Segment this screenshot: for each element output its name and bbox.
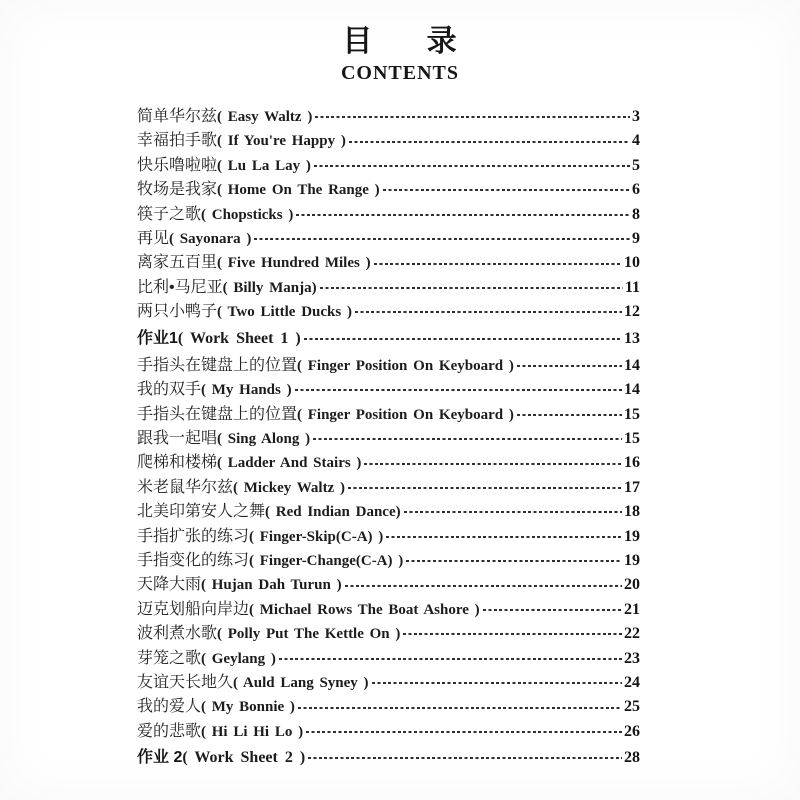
toc-entry-title-english: ( Ladder And Stairs ) bbox=[217, 455, 362, 472]
toc-entry bbox=[137, 547, 640, 571]
toc-entry-title-english: ( Chopsticks ) bbox=[201, 206, 294, 223]
toc-entry-title-english: ( Five Hundred Miles ) bbox=[217, 255, 371, 272]
toc-entry bbox=[137, 201, 640, 225]
toc-entry-page-number: 26 bbox=[624, 722, 640, 740]
toc-entry-title-english: ( Two Little Ducks ) bbox=[217, 304, 352, 321]
toc-entry-page-number: 8 bbox=[632, 205, 640, 223]
dotted-leader bbox=[298, 707, 622, 709]
dotted-leader bbox=[517, 414, 622, 416]
toc-entry-page-number: 4 bbox=[632, 132, 640, 150]
toc-entry-page-number: 18 bbox=[624, 503, 640, 521]
dotted-leader bbox=[517, 365, 622, 367]
toc-entry-title-chinese: 芽笼之歌 bbox=[137, 649, 202, 667]
toc-entry-title-chinese: 爬梯和楼梯 bbox=[137, 454, 218, 472]
dotted-leader bbox=[483, 609, 622, 611]
toc-entry-title-english: ( Geylang ) bbox=[201, 650, 276, 667]
toc-entry-title-chinese: 再见 bbox=[137, 229, 170, 247]
dotted-leader bbox=[406, 560, 622, 562]
toc-entry bbox=[137, 274, 640, 298]
toc-entry-page-number: 28 bbox=[624, 749, 640, 767]
toc-entry-title-english: ( Lu La Lay ) bbox=[217, 157, 311, 174]
toc-entry bbox=[137, 596, 640, 620]
toc-entry-page-number: 21 bbox=[624, 600, 640, 618]
toc-entry-title-english: ( Work Sheet 1 ) bbox=[177, 329, 301, 347]
toc-entry-title-chinese: 手指扩张的练习 bbox=[137, 527, 250, 545]
dotted-leader bbox=[306, 731, 622, 733]
toc-entry-title-english: ( Finger-Change(C-A) ) bbox=[249, 553, 404, 570]
toc-entry bbox=[137, 571, 640, 595]
toc-list bbox=[137, 103, 640, 772]
toc-entry-title-chinese: 手指变化的练习 bbox=[137, 552, 250, 570]
toc-entry-page-number: 17 bbox=[624, 478, 640, 496]
toc-entry-title-chinese: 跟我一起唱 bbox=[137, 430, 218, 448]
toc-entry-title-chinese: 北美印第安人之舞 bbox=[137, 503, 266, 521]
toc-entry bbox=[137, 425, 640, 449]
toc-entry-page-number: 19 bbox=[624, 527, 640, 545]
toc-entry-title-chinese: 波利煮水歌 bbox=[137, 625, 218, 643]
toc-entry-title-chinese: 快乐噜啦啦 bbox=[137, 156, 218, 174]
toc-entry bbox=[137, 176, 640, 200]
toc-entry-page-number: 15 bbox=[624, 405, 640, 423]
dotted-leader bbox=[349, 141, 630, 143]
toc-entry-title-english: ( Easy Waltz ) bbox=[217, 109, 313, 125]
toc-entry-title-english: ( If You're Happy ) bbox=[217, 133, 346, 150]
dotted-leader bbox=[386, 536, 622, 538]
toc-entry bbox=[137, 127, 640, 151]
toc-entry bbox=[137, 225, 640, 249]
toc-entry-page-number: 5 bbox=[632, 156, 640, 174]
toc-entry-page-number: 22 bbox=[624, 625, 640, 643]
toc-entry-title-chinese: 作业1 bbox=[137, 329, 178, 347]
toc-entry-title-chinese: 天降大雨 bbox=[137, 576, 202, 594]
toc-entry-title-english: ( Mickey Waltz ) bbox=[233, 479, 345, 496]
toc-entry bbox=[137, 669, 640, 693]
dotted-leader bbox=[295, 389, 622, 391]
dotted-leader bbox=[345, 585, 622, 587]
toc-entry-title-chinese: 友谊天长地久 bbox=[137, 673, 234, 691]
toc-entry bbox=[137, 744, 640, 768]
toc-entry bbox=[137, 718, 640, 742]
toc-entry-title-english: ( Auld Lang Syney ) bbox=[233, 674, 369, 691]
dotted-leader bbox=[355, 311, 622, 313]
toc-entry-title-chinese: 比利•马尼亚 bbox=[137, 278, 223, 296]
toc-entry bbox=[137, 693, 640, 717]
dotted-leader bbox=[296, 214, 630, 216]
toc-entry-page-number: 15 bbox=[624, 430, 640, 448]
dotted-leader bbox=[308, 757, 622, 759]
toc-entry-title-chinese: 手指头在键盘上的位置 bbox=[137, 356, 298, 374]
dotted-leader bbox=[372, 682, 622, 684]
toc-entry bbox=[137, 376, 640, 400]
toc-entry bbox=[137, 474, 640, 498]
toc-entry-title-chinese: 作业 2 bbox=[137, 749, 183, 767]
toc-entry-title-chinese: 离家五百里 bbox=[137, 254, 218, 272]
dotted-leader bbox=[314, 165, 630, 167]
dotted-leader bbox=[254, 238, 630, 240]
dotted-leader bbox=[374, 263, 622, 265]
toc-entry-title-chinese: 米老鼠华尔兹 bbox=[137, 478, 234, 496]
page-title-english: CONTENTS bbox=[340, 62, 460, 84]
toc-entry-page-number: 20 bbox=[624, 576, 640, 594]
dotted-leader bbox=[315, 116, 630, 118]
dotted-leader bbox=[404, 511, 622, 513]
toc-entry-page-number: 25 bbox=[624, 698, 640, 716]
toc-entry bbox=[137, 498, 640, 522]
toc-entry-page-number: 19 bbox=[624, 552, 640, 570]
toc-entry-title-english: ( My Hands ) bbox=[201, 382, 292, 399]
toc-entry bbox=[137, 620, 640, 644]
toc-entry-title-chinese: 两只小鸭子 bbox=[137, 303, 218, 321]
toc-entry-title-english: ( Finger-Skip(C-A) ) bbox=[249, 528, 384, 545]
toc-entry-title-chinese: 我的爱人 bbox=[137, 698, 202, 716]
toc-entry-page-number: 23 bbox=[624, 649, 640, 667]
page-header bbox=[0, 16, 800, 85]
toc-entry bbox=[137, 352, 640, 376]
toc-entry-page-number: 14 bbox=[624, 356, 640, 374]
toc-entry-title-english: ( Finger Position On Keyboard ) bbox=[297, 406, 514, 423]
toc-entry-title-english: ( Home On The Range ) bbox=[217, 182, 380, 199]
toc-entry-title-english: ( Finger Position On Keyboard ) bbox=[297, 357, 514, 374]
dotted-leader bbox=[313, 438, 622, 440]
toc-entry-title-english: ( Sing Along ) bbox=[217, 431, 311, 448]
toc-entry-page-number: 13 bbox=[624, 329, 640, 347]
toc-entry-title-chinese: 我的双手 bbox=[137, 381, 202, 399]
toc-entry-title-english: ( Michael Rows The Boat Ashore ) bbox=[249, 601, 480, 618]
toc-entry bbox=[137, 298, 640, 322]
toc-entry-page-number: 12 bbox=[624, 303, 640, 321]
toc-entry bbox=[137, 152, 640, 176]
toc-entry bbox=[137, 325, 640, 349]
toc-entry bbox=[137, 645, 640, 669]
toc-entry-title-chinese: 幸福拍手歌 bbox=[137, 132, 218, 150]
dotted-leader bbox=[348, 487, 622, 489]
toc-entry-title-english: ( Sayonara ) bbox=[169, 230, 252, 247]
toc-entry-title-chinese: 手指头在键盘上的位置 bbox=[137, 405, 298, 423]
toc-entry-title-english: ( Work Sheet 2 ) bbox=[182, 749, 306, 767]
dotted-leader bbox=[364, 463, 622, 465]
toc-entry-title-chinese: 筷子之歌 bbox=[137, 205, 202, 223]
dotted-leader bbox=[304, 338, 622, 340]
toc-entry bbox=[137, 103, 640, 127]
page-title-chinese: 目 录 bbox=[342, 25, 458, 58]
dotted-leader bbox=[403, 633, 622, 635]
toc-entry bbox=[137, 449, 640, 473]
toc-entry-title-english: ( Polly Put The Kettle On ) bbox=[217, 626, 401, 643]
dotted-leader bbox=[279, 658, 622, 660]
toc-entry-page-number: 3 bbox=[632, 108, 640, 125]
toc-entry bbox=[137, 401, 640, 425]
toc-entry-title-chinese: 迈克划船向岸边 bbox=[137, 600, 250, 618]
toc-entry-page-number: 16 bbox=[624, 454, 640, 472]
dotted-leader bbox=[383, 189, 630, 191]
toc-entry-title-english: ( My Bonnie ) bbox=[201, 699, 295, 716]
toc-entry-title-english: ( Billy Manja) bbox=[222, 279, 317, 296]
toc-entry bbox=[137, 523, 640, 547]
toc-entry-page-number: 9 bbox=[632, 229, 640, 247]
toc-entry-page-number: 6 bbox=[632, 181, 640, 199]
toc-entry-page-number: 10 bbox=[624, 254, 640, 272]
toc-entry-title-english: ( Red Indian Dance) bbox=[265, 504, 401, 521]
toc-entry-title-chinese: 简单华尔兹 bbox=[137, 108, 218, 125]
toc-entry bbox=[137, 249, 640, 273]
toc-entry-page-number: 24 bbox=[624, 673, 640, 691]
toc-entry-page-number: 11 bbox=[624, 278, 640, 296]
toc-entry-title-chinese: 爱的悲歌 bbox=[137, 722, 202, 740]
toc-entry-title-chinese: 牧场是我家 bbox=[137, 181, 218, 199]
toc-entry-title-english: ( Hi Li Hi Lo ) bbox=[201, 723, 304, 740]
toc-entry-title-english: ( Hujan Dah Turun ) bbox=[201, 577, 342, 594]
toc-entry-page-number: 14 bbox=[624, 381, 640, 399]
dotted-leader bbox=[320, 287, 623, 289]
